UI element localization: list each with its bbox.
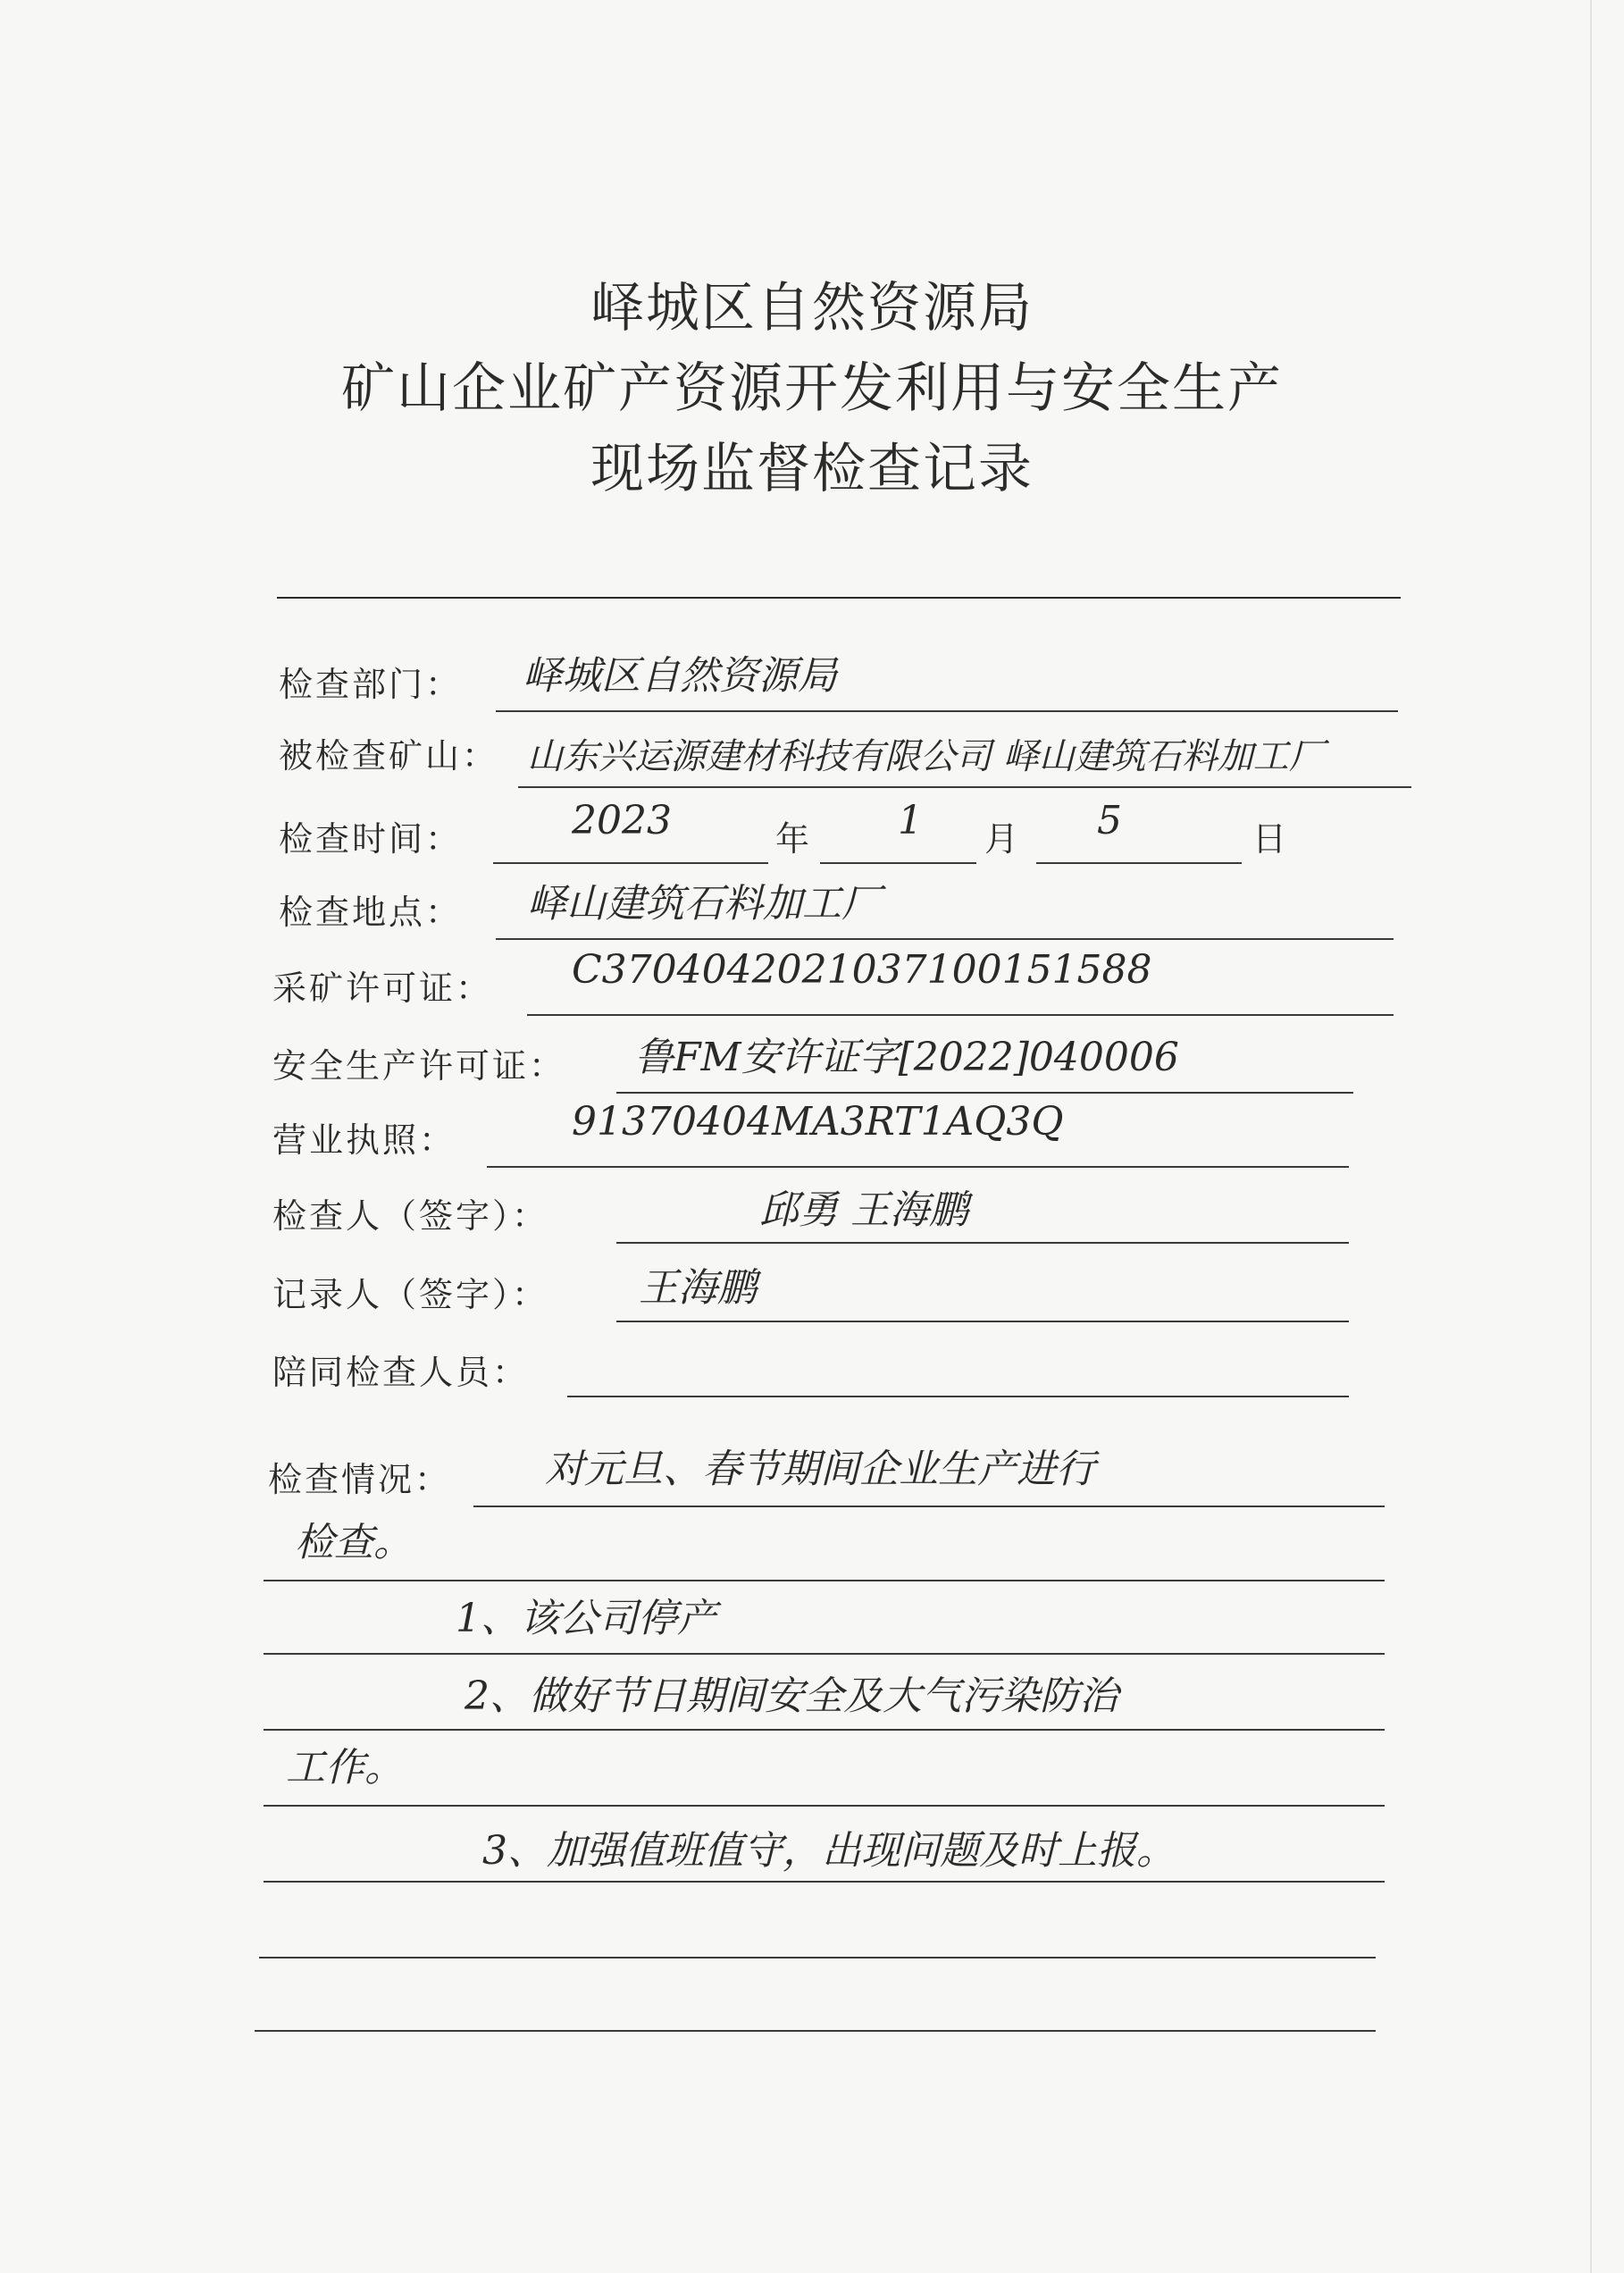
situation-line-5: 工作。 [286,1745,404,1791]
business-license-line [487,1166,1349,1168]
situation-rule-3 [264,1653,1385,1655]
situation-line-6: 3、加强值班值守，出现问题及时上报。 [482,1828,1176,1874]
situation-line-4: 2、做好节日期间安全及大气污染防治 [465,1673,1118,1719]
mining-license-line [527,1014,1394,1016]
mine-line [518,786,1411,788]
inspectors-line [616,1242,1349,1244]
mining-license-label: 采矿许可证： [272,969,493,1008]
situation-rule-4 [264,1729,1385,1731]
mining-license-value: C3704042021037100151588 [572,947,1152,993]
date-day: 5 [1097,798,1122,843]
situation-line-2: 检查。 [295,1520,413,1565]
location-line [496,938,1394,940]
situation-rule-6 [264,1881,1385,1883]
safety-license-label: 安全生产许可证： [272,1046,566,1086]
date-month-line [820,862,976,864]
document-title [0,268,1624,509]
mine-value: 山东兴运源建材科技有限公司 峄山建筑石料加工厂 [527,736,1325,777]
title-line-1: 峄城区自然资源局 [590,277,1034,340]
situation-rule-2 [264,1580,1385,1581]
inspectors-label: 检查人（签字）： [272,1196,549,1236]
date-day-unit: 日 [1252,819,1290,859]
date-month: 1 [898,798,923,843]
date-year-unit: 年 [775,819,813,859]
recorder-value: 王海鹏 [639,1265,757,1311]
inspectors-value: 邱勇 王海鹏 [759,1187,968,1233]
department-line [496,710,1398,712]
accompanying-label: 陪同检查人员： [272,1353,530,1392]
safety-license-value: 鲁FM安许证字[2022]040006 [634,1035,1179,1080]
location-value: 峄山建筑石料加工厂 [527,881,881,927]
date-year-line [493,862,768,864]
location-label: 检查地点： [279,893,463,932]
situation-rule-8 [255,2030,1376,2032]
situation-rule-5 [264,1805,1385,1807]
accompanying-line [567,1396,1349,1397]
recorder-line [616,1321,1349,1322]
date-year: 2023 [572,798,672,843]
situation-label: 检查情况： [268,1460,452,1499]
situation-line-3: 1、该公司停产 [456,1596,716,1641]
department-value: 峄城区自然资源局 [523,653,837,699]
date-day-line [1036,862,1242,864]
title-line-2: 矿山企业矿产资源开发利用与安全生产 [341,357,1283,420]
recorder-label: 记录人（签字）： [272,1275,549,1314]
business-license-value: 91370404MA3RT1AQ3Q [572,1099,1064,1145]
situation-line-1: 对元旦、春节期间企业生产进行 [545,1447,1095,1492]
department-label: 检查部门： [279,665,463,704]
mine-label: 被检查矿山： [279,736,499,776]
situation-rule-1 [473,1506,1385,1507]
date-label: 检查时间： [279,819,463,859]
situation-rule-7 [259,1957,1376,1958]
title-divider [277,597,1401,599]
business-license-label: 营业执照： [272,1120,456,1160]
title-line-3: 现场监督检查记录 [590,438,1034,500]
date-month-unit: 月 [984,819,1022,859]
safety-license-line [616,1092,1353,1094]
